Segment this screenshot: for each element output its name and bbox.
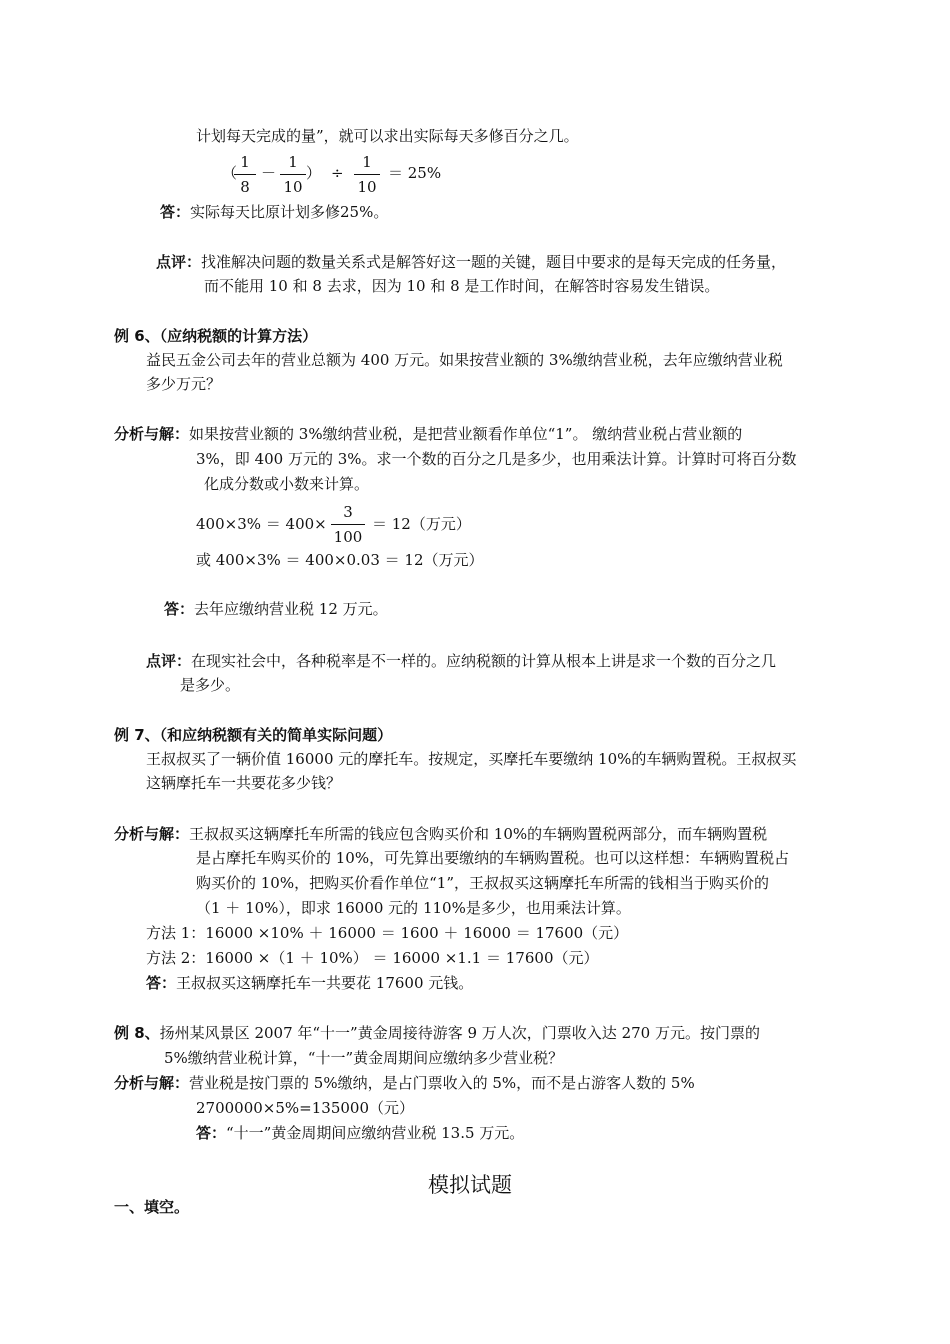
fraction (354, 152, 380, 197)
text-line: 购买价的 10%，把购买价看作单位“1”，王叔叔买这辆摩托车所需的钱相当于购买价的 (196, 874, 769, 892)
text-line: 多少万元？ (146, 375, 222, 393)
subsection-title: 一、填空。 (114, 1198, 190, 1216)
fraction-bar (331, 524, 365, 525)
answer-label: 答： (196, 1124, 227, 1142)
calc-left: 400×3% ＝ 400× (196, 515, 327, 533)
formula-result: ＝ 25% (388, 164, 442, 182)
review (146, 651, 776, 671)
text-line: 或 400×3% ＝ 400×0.03 ＝ 12（万元） (196, 551, 484, 569)
formula-minus: － (261, 164, 277, 182)
fraction-bar (354, 174, 380, 175)
denominator: 10 (357, 178, 377, 196)
denominator: 8 (240, 178, 250, 196)
analysis-text: 王叔叔买这辆摩托车所需的钱应包含购买价和 10%的车辆购置税两部分，而车辆购置税 (189, 825, 768, 843)
fraction-bar (280, 174, 306, 175)
review-text: 在现实社会中，各种税率是不一样的。应纳税额的计算从根本上讲是求一个数的百分之几 (191, 652, 777, 670)
analysis-text: 如果按营业额的 3%缴纳营业税，是把营业额看作单位“1”。 缴纳营业税占营业额的 (189, 425, 743, 443)
formula-divide: ÷ (331, 164, 344, 182)
numerator: 1 (288, 153, 298, 171)
calc-right: ＝ 12（万元） (372, 515, 471, 533)
analysis (114, 1073, 695, 1093)
analysis-label: 分析与解： (114, 1074, 190, 1092)
answer-text: “十一”黄金周期间应缴纳营业税 13.5 万元。 (226, 1124, 525, 1142)
answer-label: 答： (146, 974, 177, 992)
formula-close: ） (306, 164, 322, 182)
analysis-label: 分析与解： (114, 825, 190, 843)
fraction (280, 152, 306, 197)
numerator: 1 (362, 153, 372, 171)
answer-text: 去年应缴纳营业税 12 万元。 (194, 600, 388, 618)
text-line: 是多少。 (180, 676, 241, 694)
text-line: 2700000×5%=135000（元） (196, 1099, 414, 1117)
numerator: 1 (240, 153, 250, 171)
text-line: 王叔叔买了一辆价值 16000 元的摩托车。按规定，买摩托车要缴纳 10%的车辆购置税。王叔叔买 (146, 750, 797, 768)
review-label: 点评： (156, 253, 202, 271)
text-line: 计划每天完成的量”，就可以求出实际每天多修百分之几。 (196, 127, 579, 145)
analysis-label: 分析与解： (114, 425, 190, 443)
text-line: 是占摩托车购买价的 10%，可先算出要缴纳的车辆购置税。也可以这样想：车辆购置税占 (196, 849, 790, 867)
analysis (114, 424, 742, 444)
text-line: 化成分数或小数来计算。 (204, 475, 370, 493)
example-7-title: 例 7、（和应纳税额有关的简单实际问题） (114, 726, 393, 744)
text-line: 这辆摩托车一共要花多少钱？ (146, 774, 342, 792)
example-6-title: 例 6、（应纳税额的计算方法） (114, 327, 318, 345)
answer (164, 599, 388, 619)
example-8-label: 例 8、 (114, 1024, 160, 1042)
text-line: 益民五金公司去年的营业总额为 400 万元。如果按营业额的 3%缴纳营业税，去年应缴纳营业税 (146, 351, 783, 369)
text-line: 而不能用 10 和 8 去求，因为 10 和 8 是工作时间，在解答时容易发生错误。 (204, 277, 720, 295)
text-line: 3%，即 400 万元的 3%。求一个数的百分之几是多少，也用乘法计算。计算时可将百分数 (196, 450, 797, 468)
fraction (331, 502, 365, 547)
numerator: 3 (343, 503, 353, 521)
answer-label: 答： (160, 203, 191, 221)
text-line: 5%缴纳营业税计算，“十一”黄金周期间应缴纳多少营业税？ (164, 1049, 564, 1067)
answer (160, 202, 388, 222)
formula-open: （ (222, 164, 238, 182)
fraction (234, 152, 256, 197)
answer-text: 实际每天比原计划多修25%。 (190, 203, 389, 221)
method-2: 方法 2：16000 ×（1 ＋ 10%） ＝ 16000 ×1.1 ＝ 17600（元） (146, 949, 599, 967)
example-8 (114, 1023, 760, 1043)
answer-text: 王叔叔买这辆摩托车一共要花 17600 元钱。 (176, 974, 474, 992)
denominator: 100 (333, 528, 363, 546)
question-text: 扬州某风景区 2007 年“十一”黄金周接待游客 9 万人次，门票收入达 270 万元。按门票的 (159, 1024, 760, 1042)
answer-label: 答： (164, 600, 195, 618)
analysis-text: 营业税是按门票的 5%缴纳，是占门票收入的 5%，而不是占游客人数的 5% (189, 1074, 695, 1092)
review (156, 252, 786, 272)
fraction-bar (234, 174, 256, 175)
review-label: 点评： (146, 652, 192, 670)
answer (196, 1123, 524, 1143)
review-text: 找准解决问题的数量关系式是解答好这一题的关键，题目中要求的是每天完成的任务量， (201, 253, 787, 271)
section-heading: 模拟试题 (428, 1173, 512, 1197)
denominator: 10 (283, 178, 303, 196)
text-line: （1 ＋ 10%），即求 16000 元的 110%是多少，也用乘法计算。 (196, 899, 631, 917)
analysis (114, 824, 767, 844)
method-1: 方法 1：16000 ×10% ＋ 16000 ＝ 1600 ＋ 16000 ＝ 17600（元） (146, 924, 629, 942)
answer (146, 973, 473, 993)
